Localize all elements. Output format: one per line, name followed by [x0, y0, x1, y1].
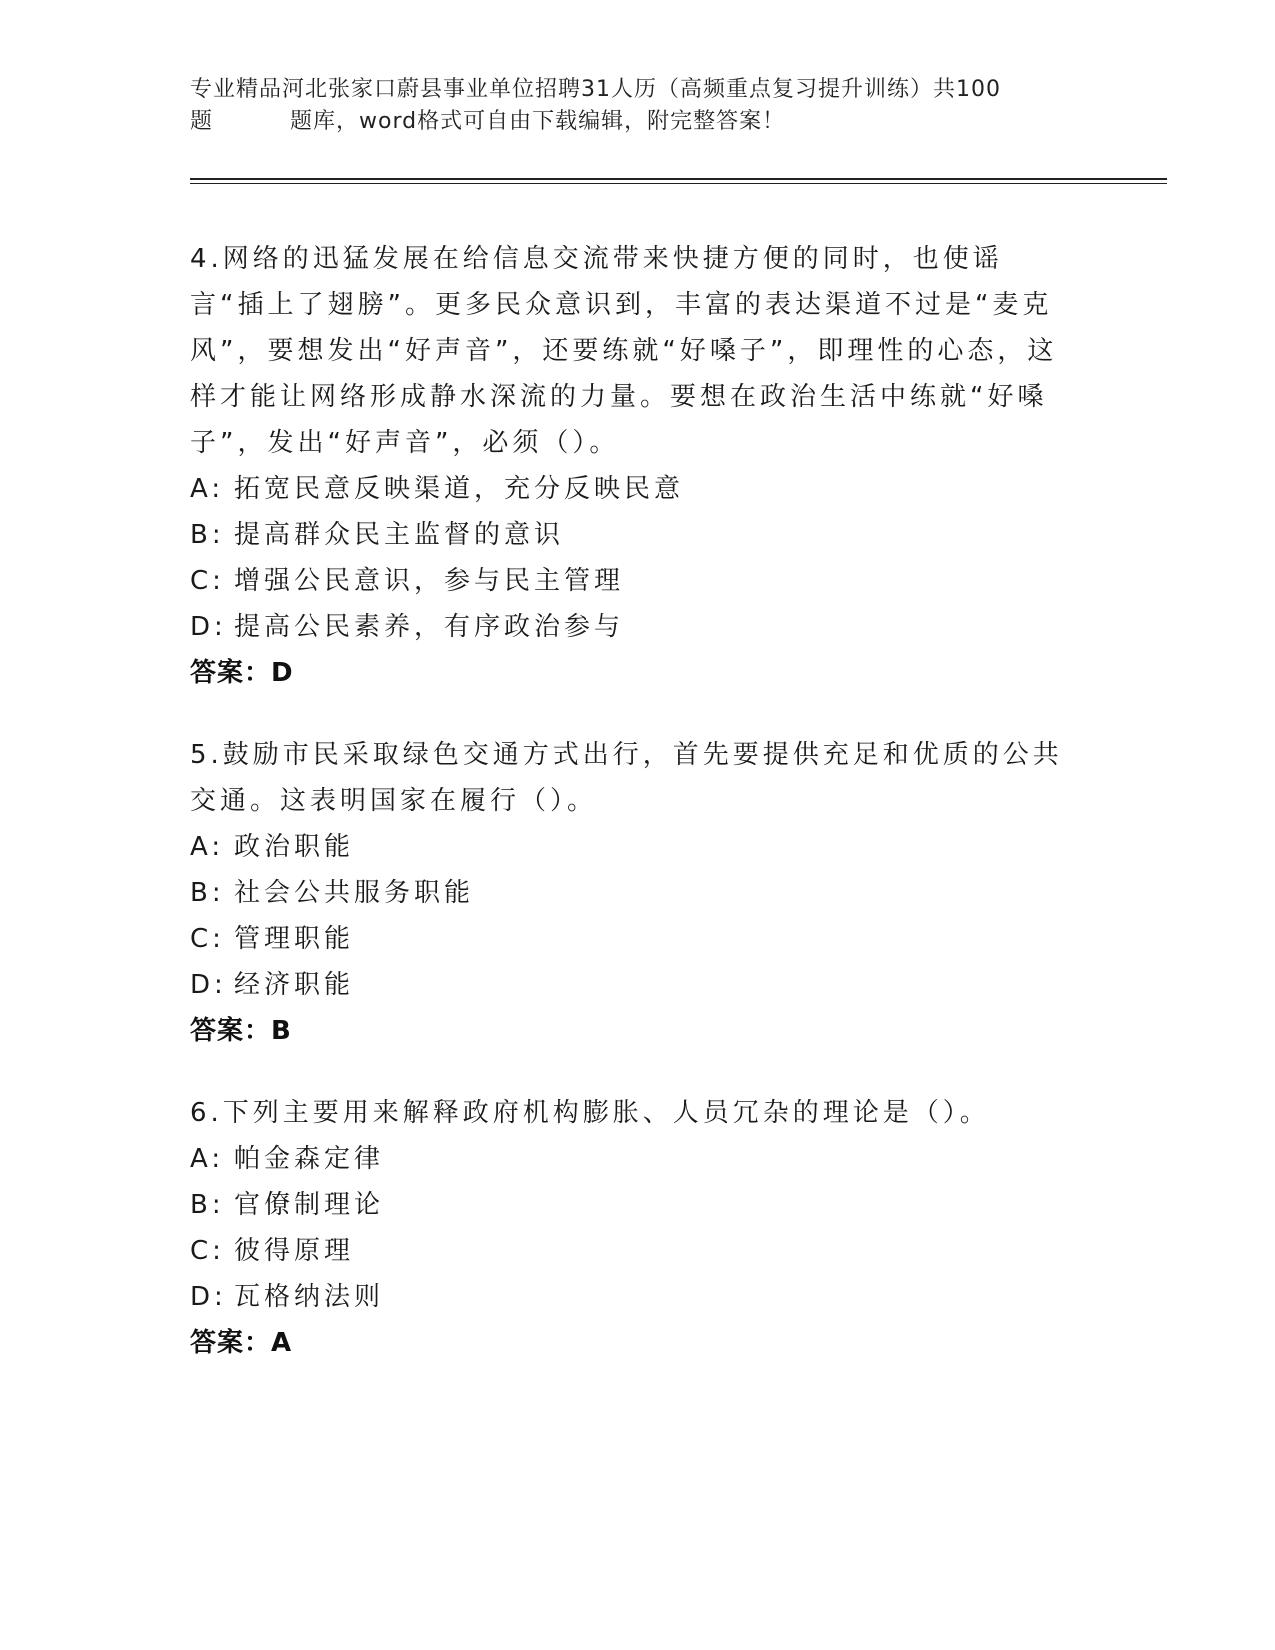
option-key: B:	[190, 520, 225, 550]
option-text: 彼得原理	[234, 1236, 355, 1266]
option-d	[190, 604, 1070, 650]
answer-line: 答案：D	[190, 658, 294, 688]
option-key: C:	[190, 566, 225, 596]
option-c	[190, 558, 1070, 604]
option-key: D:	[190, 1282, 227, 1312]
option-key: D:	[190, 970, 227, 1000]
header-line-2	[190, 106, 1090, 138]
option-text: 增强公民意识，参与民主管理	[234, 566, 625, 596]
option-key: C:	[190, 924, 225, 954]
header-line-1: 专业精品河北张家口蔚县事业单位招聘31人历（高频重点复习提升训练）共100	[190, 77, 1001, 102]
option-key: A:	[190, 474, 225, 504]
option-key: A:	[190, 1144, 225, 1174]
question-5	[190, 732, 1070, 1054]
question-stem: 5.鼓励市民采取绿色交通方式出行，首先要提供充足和优质的公共交通。这表明国家在履行（）。	[190, 740, 1063, 816]
option-a	[190, 824, 1070, 870]
option-text: 政治职能	[234, 832, 355, 862]
header-divider-thick	[190, 178, 1167, 180]
header-line-2-start: 题	[190, 109, 214, 134]
header-divider-thin	[190, 183, 1167, 184]
option-d	[190, 962, 1070, 1008]
option-d	[190, 1274, 1070, 1320]
question-4	[190, 236, 1070, 696]
answer-line: 答案：B	[190, 1016, 292, 1046]
option-text: 拓宽民意反映渠道，充分反映民意	[234, 474, 685, 504]
option-key: B:	[190, 1190, 225, 1220]
option-a	[190, 1136, 1070, 1182]
header-line-2-rest: 题库，word格式可自由下载编辑，附完整答案！	[290, 109, 786, 134]
option-c	[190, 916, 1070, 962]
question-stem: 4.网络的迅猛发展在给信息交流带来快捷方便的同时，也使谣言“插上了翅膀”。更多民众意识到，丰富的表达渠道不过是“麦克风”，要想发出“好声音”，还要练就“好嗓子”，即理性的心态，这样才能让网络形成静水深流的力量。要想在政治生活中练就“好嗓子”，发出“好声音”，必须（）。	[190, 244, 1058, 458]
option-b	[190, 870, 1070, 916]
option-c	[190, 1228, 1070, 1274]
option-text: 社会公共服务职能	[234, 878, 475, 908]
option-text: 瓦格纳法则	[234, 1282, 385, 1312]
option-text: 经济职能	[234, 970, 355, 1000]
option-b	[190, 1182, 1070, 1228]
option-a	[190, 466, 1070, 512]
question-6	[190, 1090, 1070, 1366]
question-stem: 6.下列主要用来解释政府机构膨胀、人员冗杂的理论是（）。	[190, 1098, 990, 1128]
option-text: 帕金森定律	[234, 1144, 385, 1174]
option-text: 管理职能	[234, 924, 355, 954]
option-key: C:	[190, 1236, 225, 1266]
document-header	[190, 74, 1090, 138]
option-text: 官僚制理论	[234, 1190, 385, 1220]
option-text: 提高群众民主监督的意识	[234, 520, 565, 550]
option-key: B:	[190, 878, 225, 908]
option-text: 提高公民素养，有序政治参与	[234, 612, 625, 642]
option-b	[190, 512, 1070, 558]
option-key: A:	[190, 832, 225, 862]
option-key: D:	[190, 612, 227, 642]
answer-line: 答案：A	[190, 1328, 293, 1358]
question-list	[190, 236, 1070, 1402]
